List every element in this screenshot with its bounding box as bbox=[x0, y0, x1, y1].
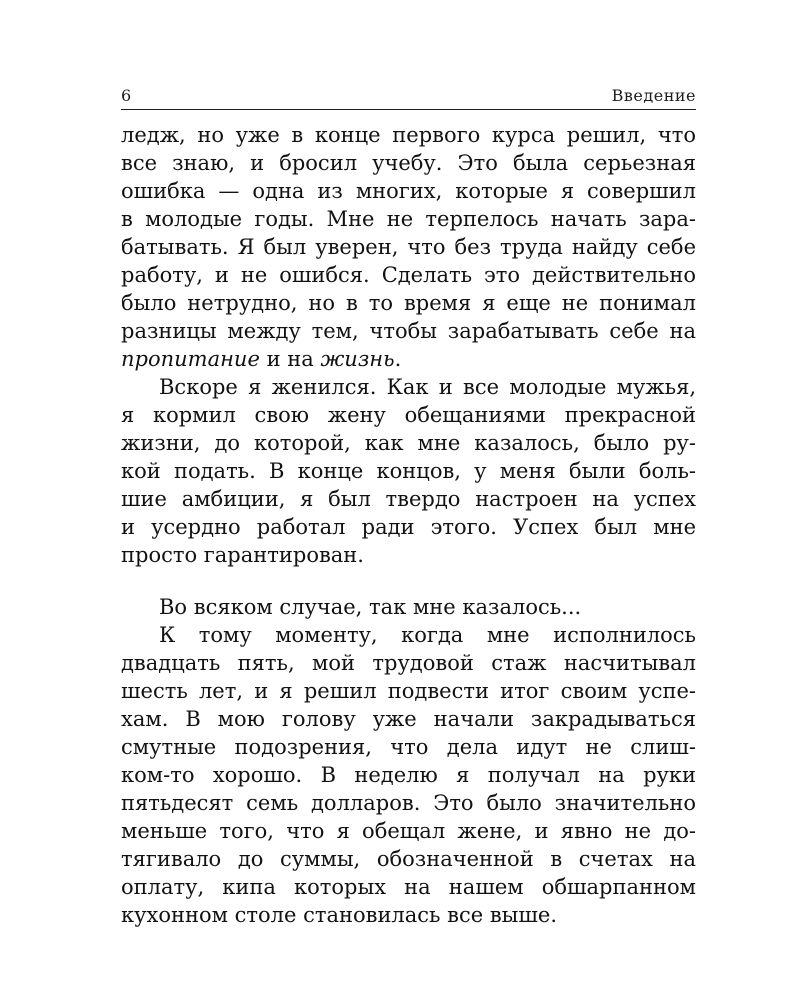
page-header bbox=[121, 86, 696, 105]
text-line: кой подать. В конце концов, у меня были боль- bbox=[121, 459, 696, 483]
page-number: 6 bbox=[121, 86, 132, 105]
header-rule bbox=[121, 109, 696, 110]
text-line: тягивало до суммы, обозначенной в счетах на bbox=[121, 847, 696, 871]
text-line: ошибка — одна из многих, которые я совершил bbox=[121, 179, 696, 203]
paragraph bbox=[121, 621, 696, 929]
text-line: Вскоре я женился. Как и все молодые мужья, bbox=[159, 375, 696, 399]
text-line: жизни, до которой, как мне казалось, было ру- bbox=[121, 431, 696, 455]
text-line: Во всяком случае, так мне казалось... bbox=[159, 595, 582, 619]
text-line: разницы между тем, чтобы зарабатывать себе на bbox=[121, 319, 696, 343]
chapter-title: Введение bbox=[611, 86, 696, 105]
text-line: было нетрудно, но в то время я еще не понимал bbox=[121, 291, 696, 315]
text-line: шие амбиции, я был твердо настроен на успех bbox=[121, 487, 696, 511]
text-line: ледж, но уже в конце первого курса решил, что bbox=[121, 123, 696, 147]
text-line: хам. В мою голову уже начали закрадываться bbox=[121, 707, 696, 731]
text-line: оплату, кипа которых на нашем обшарпанном bbox=[121, 875, 696, 899]
text-line: просто гарантирован. bbox=[121, 543, 364, 567]
text-line: ком-то хорошо. В неделю я получал на руки bbox=[121, 763, 696, 787]
text-line: меньше того, что я обещал жене, и явно не до- bbox=[121, 819, 696, 843]
text-line: кухонном столе становилась все выше. bbox=[121, 903, 558, 927]
text-line: двадцать пять, мой трудовой стаж насчитывал bbox=[121, 651, 696, 675]
text-line: пятьдесят семь долларов. Это было значительно bbox=[121, 791, 696, 815]
text-line: работу, и не ошибся. Сделать это действительно bbox=[121, 263, 696, 287]
text-line: смутные подозрения, что дела идут не слиш- bbox=[121, 735, 696, 759]
text-line: и усердно работал ради этого. Успех был мне bbox=[121, 515, 696, 539]
text-line: все знаю, и бросил учебу. Это была серьезная bbox=[121, 151, 696, 175]
text-line: в молодые годы. Мне не терпелось начать зара- bbox=[121, 207, 696, 231]
paragraph bbox=[121, 373, 696, 569]
paragraph bbox=[121, 593, 696, 621]
text-line: пропитание и на жизнь. bbox=[121, 347, 402, 371]
text-line: я кормил свою жену обещаниями прекрасной bbox=[121, 403, 696, 427]
text-line: батывать. Я был уверен, что без труда найду себе bbox=[121, 235, 696, 259]
body-text bbox=[121, 121, 696, 929]
text-line: К тому моменту, когда мне исполнилось bbox=[159, 623, 696, 647]
paragraph bbox=[121, 121, 696, 373]
text-line: шесть лет, и я решил подвести итог своим успе- bbox=[121, 679, 696, 703]
